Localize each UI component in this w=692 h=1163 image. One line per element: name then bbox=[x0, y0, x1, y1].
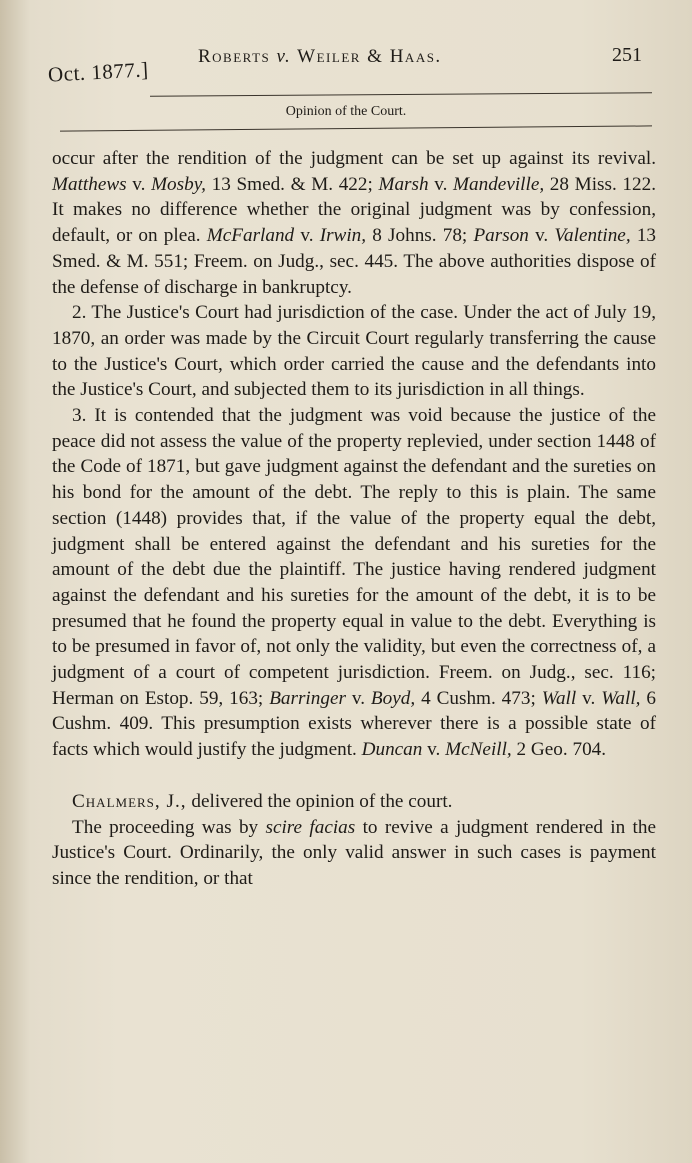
paragraph-point-3 bbox=[52, 403, 656, 763]
running-header bbox=[47, 44, 652, 87]
page-number: 251 bbox=[612, 44, 642, 66]
paragraph-gap bbox=[52, 763, 656, 789]
header-rule-top bbox=[150, 92, 652, 97]
italic-case-name: Marsh bbox=[378, 173, 429, 195]
italic-case-name: Wall, bbox=[601, 687, 641, 709]
italic-case-name: Matthews bbox=[52, 173, 127, 195]
text-run: v. bbox=[126, 173, 152, 195]
text-run: v. bbox=[528, 225, 555, 247]
italic-case-name: scire facias bbox=[265, 816, 356, 838]
body-text bbox=[52, 146, 656, 892]
text-run: delivered the opinion of the court. bbox=[186, 790, 453, 812]
text-run: 13 Smed. & M. 551; Freem. on Judg., sec. 445. The above authorities dispose of the defense of discharge in bankruptcy. bbox=[52, 225, 656, 298]
paragraph-point-2 bbox=[52, 300, 656, 403]
text-run: v. bbox=[345, 687, 371, 709]
text-run: 3. It is contended that the judgment was void because the justice of the peace did not assess the value of the property replevied, under section 1448 of the Code of 1871, but gave judgment against the defendant and the sureties on his bond for the amount of the debt. The reply to this is plain. The same section (1448) provides that, if the value of the property equal the debt, judgment shall be entered against the defendant and his sureties for the amount of the debt due the plaintiff. The justice having rendered judgment against the defendant and his sureties for the amount of the debt, it is to be presumed that he found the property equal in value to the debt. Everything is to be presumed in favor of, not only the validity, but even the correctness of, a judgment of a court of competent jurisdiction. Freem. on Judg., sec. 116; Herman on Estop. 59, 163; bbox=[52, 405, 656, 709]
title-part-1: Roberts bbox=[198, 46, 277, 67]
title-versus: v. bbox=[276, 46, 292, 67]
italic-case-name: Duncan bbox=[361, 739, 423, 761]
text-run: 8 Johns. 78; bbox=[366, 225, 474, 247]
running-title bbox=[198, 46, 442, 68]
italic-case-name: Wall bbox=[541, 687, 577, 709]
italic-case-name: Irwin, bbox=[319, 225, 367, 247]
text-run: v. bbox=[576, 687, 602, 709]
italic-case-name: Barringer bbox=[269, 687, 346, 709]
italic-case-name: Parson bbox=[473, 225, 529, 247]
text-run: v. bbox=[428, 173, 454, 195]
text-run: The proceeding was by bbox=[72, 816, 266, 838]
italic-case-name: Mandeville, bbox=[453, 173, 545, 195]
italic-case-name: McFarland bbox=[206, 225, 295, 247]
opinion-paragraph bbox=[52, 815, 656, 892]
text-run: 6 Cushm. 409. This presumption exists wherever there is a possible state of facts which would justify the judgment. bbox=[52, 687, 656, 761]
text-run: 13 Smed. & M. 422; bbox=[205, 173, 379, 195]
text-run: v. bbox=[294, 225, 320, 247]
text-run: 4 Cushm. 473; bbox=[415, 687, 542, 709]
text-run: 2. The Justice's Court had jurisdiction of the case. Under the act of July 19, 1870, an order was made by the Circuit Court regularly transferring the cause to the Justice's Court, which order carried the cause and the defendants into the Justice's Court, and subjected them to its jurisdiction in all things. bbox=[52, 302, 656, 401]
italic-case-name: Valentine, bbox=[554, 225, 631, 247]
text-run: to revive a judgment rendered in the Justice's Court. Ordinarily, the only valid answer in such cases is payment since the rendition, or that bbox=[52, 816, 656, 889]
text-run: 28 Miss. 122. It makes no difference whether the original judgment was by confession, default, or on plea. bbox=[52, 173, 656, 247]
italic-case-name: McNeill, bbox=[445, 739, 512, 761]
text-run: 2 Geo. 704. bbox=[511, 739, 607, 761]
text-run: occur after the rendition of the judgment can be set up against its revival. bbox=[52, 148, 656, 169]
italic-case-name: Mosby, bbox=[151, 173, 206, 195]
paragraph-continuation bbox=[52, 146, 656, 300]
opinion-intro bbox=[52, 789, 656, 815]
title-part-2: Weiler & Haas. bbox=[291, 46, 442, 67]
header-date: Oct. 1877.] bbox=[47, 57, 150, 87]
header-rule-bottom bbox=[60, 125, 652, 131]
text-run: v. bbox=[422, 739, 446, 761]
judge-name: Chalmers, J., bbox=[72, 790, 187, 812]
section-subheading: Opinion of the Court. bbox=[285, 104, 407, 119]
italic-case-name: Boyd, bbox=[370, 687, 416, 709]
